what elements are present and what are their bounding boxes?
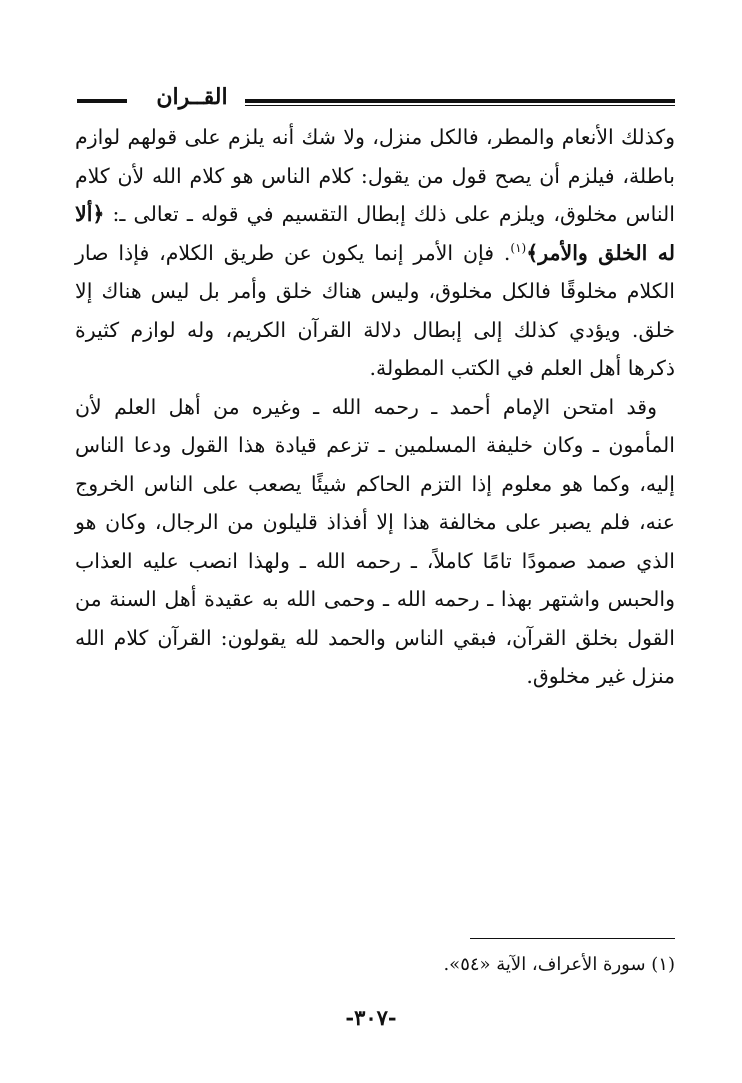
header-title: القــران [156, 84, 228, 110]
header-rule-right [245, 99, 675, 103]
quran-verse: ﴿ألا له الخلق والأمر﴾ [75, 202, 675, 265]
paragraph-2: وقد امتحن الإمام أحمد ـ رحمه الله ـ وغيره من أهل العلم لأن المأمون ـ وكان خليفة المسلمين ـ تزعم قيادة هذا القول ودعا الناس إليه، وكما هو معلوم إذا التزم الحاكم شيئًا يصعب على الناس الخروج عنه، فلم يصبر على مخالفة هذا إلا أفذاذ قليلون من الرجال، وكان هو الذي صمد صمودًا تامًا كاملاً، ـ رحمه الله ـ ولهذا انصب عليه العذاب والحبس واشتهر بهذا ـ رحمه الله ـ وحمى الله به عقيدة أهل السنة من القول بخلق القرآن، فبقي الناس والحمد لله يقولون: القرآن كلام الله منزل غير مخلوق. [75, 394, 675, 688]
header-rule-left [77, 99, 127, 103]
footnote-separator [470, 938, 675, 939]
paragraph-1-text-start: وكذلك الأنعام والمطر، فالكل منزل، ولا شك أنه يلزم على قولهم لوازم باطلة، فيلزم أن يصح قول من يقول: كلام الناس هو كلام الله لأن كلام الناس مخلوق، ويلزم على ذلك إبطال التقسيم في قوله ـ تعالى ـ: [75, 125, 675, 226]
paragraph-1 [75, 118, 675, 388]
footnote-reference: (١) [510, 240, 527, 255]
footnote-1: (١) سورة الأعراف، الآية «٥٤». [443, 954, 675, 975]
paragraph-1-text-end: . فإن الأمر إنما يكون عن طريق الكلام، فإذا صار الكلام مخلوقًا فالكل مخلوق، وليس هناك خلق وأمر بل ليس هناك إلا خلق. ويؤدي كذلك إلى إبطال دلالة القرآن الكريم، وله لوازم كثيرة ذكرها أهل العلم في الكتب المطولة. [75, 240, 675, 380]
running-header [75, 86, 675, 114]
body-text [75, 118, 675, 696]
page-number: -٣٠٧- [345, 1005, 397, 1030]
